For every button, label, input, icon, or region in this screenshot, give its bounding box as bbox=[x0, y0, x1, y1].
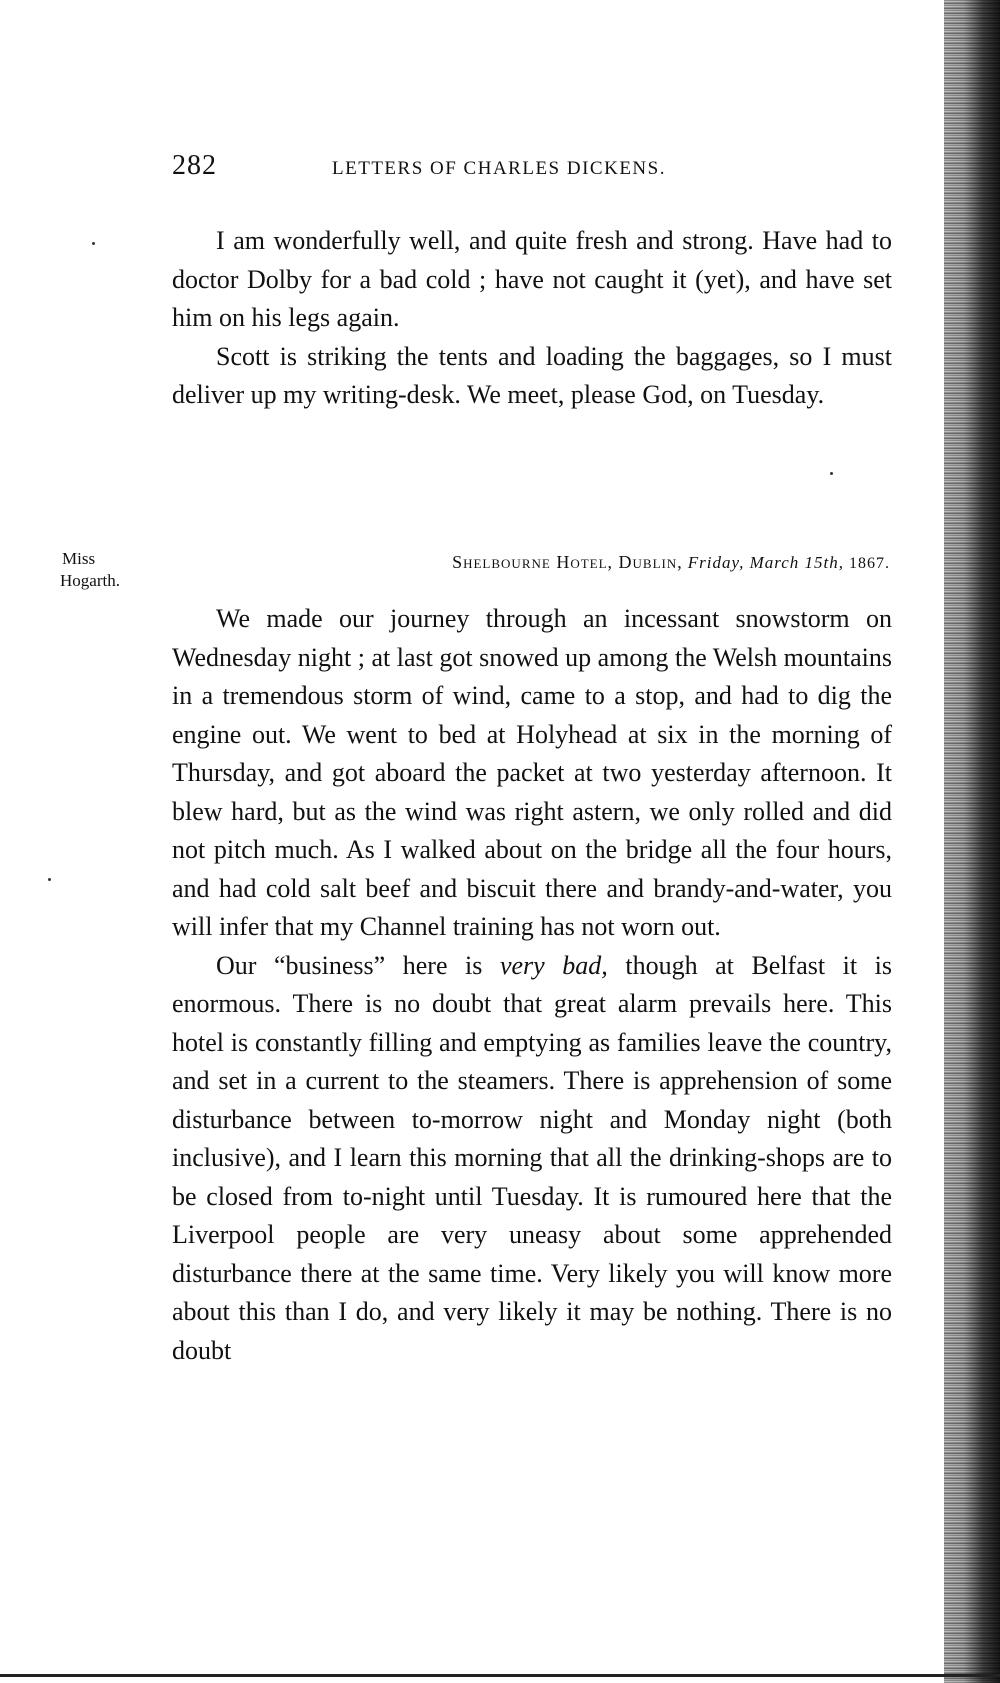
letter-year: 1867. bbox=[849, 555, 890, 572]
paragraph-health: I am wonderfully well, and quite fresh and strong. Have had to doctor Dolby for a bad cold ; have not caught it (yet), and have set him on his legs again. bbox=[172, 226, 892, 332]
bottom-scan-rule bbox=[0, 1674, 1000, 1677]
letter-place: Shelbourne Hotel, Dublin, bbox=[452, 552, 683, 572]
paragraph-business bbox=[172, 947, 892, 1371]
running-title: LETTERS OF CHARLES DICKENS. bbox=[332, 158, 666, 179]
sidenote-line-1: Miss bbox=[62, 549, 96, 568]
letter-body bbox=[172, 600, 892, 1370]
scan-speck bbox=[830, 472, 833, 475]
letter-date: Friday, March 15th, bbox=[687, 553, 844, 572]
sidenote-line-2: Hogarth. bbox=[60, 571, 120, 590]
paragraph-journey: We made our journey through an incessant snowstorm on Wednesday night ; at last got snowed up among the Welsh mountains in a tremendous storm of wind, came to a stop, and had to dig the engine out. We went to bed at Holyhead at six in the morning of Thursday, and got aboard the packet at two yesterday afternoon. It blew hard, but as the wind was right astern, we only rolled and did not pitch much. As I walked about on the bridge all the four hours, and had cold salt beef and biscuit there and brandy-and-water, you will infer that my Channel training has not worn out. bbox=[172, 604, 892, 941]
page-number: 282 bbox=[172, 150, 217, 181]
page-edge-shadow bbox=[944, 0, 1000, 1683]
running-head bbox=[172, 150, 892, 190]
business-emphasis: very bad, bbox=[499, 950, 608, 980]
scan-speck bbox=[48, 878, 51, 881]
scan-speck bbox=[92, 242, 95, 245]
paragraph-departure: Scott is striking the tents and loading the baggages, so I must deliver up my writing-desk. We meet, please God, on Tuesday. bbox=[172, 341, 892, 409]
letter-heading bbox=[172, 552, 890, 573]
business-text-rest: though at Belfast it is enormous. There is no doubt that great alarm prevails here. This hotel is constantly filling and emptying as families leave the country, and set in a current to the steamers. There is apprehension of some disturbance between to-morrow night and Monday night (both inclusive), and I learn this morning that all the drinking-shops are to be closed from to-night until Tuesday. It is rumoured here that the Liverpool people are very uneasy about some apprehended disturbance there at the same time. Very likely you will know more about this than I do, and very likely it may be nothing. There is no doubt bbox=[172, 950, 893, 1365]
previous-letter-ending bbox=[172, 222, 892, 415]
recipient-sidenote bbox=[60, 548, 120, 592]
business-text-start: Our “business” here is bbox=[216, 950, 500, 980]
